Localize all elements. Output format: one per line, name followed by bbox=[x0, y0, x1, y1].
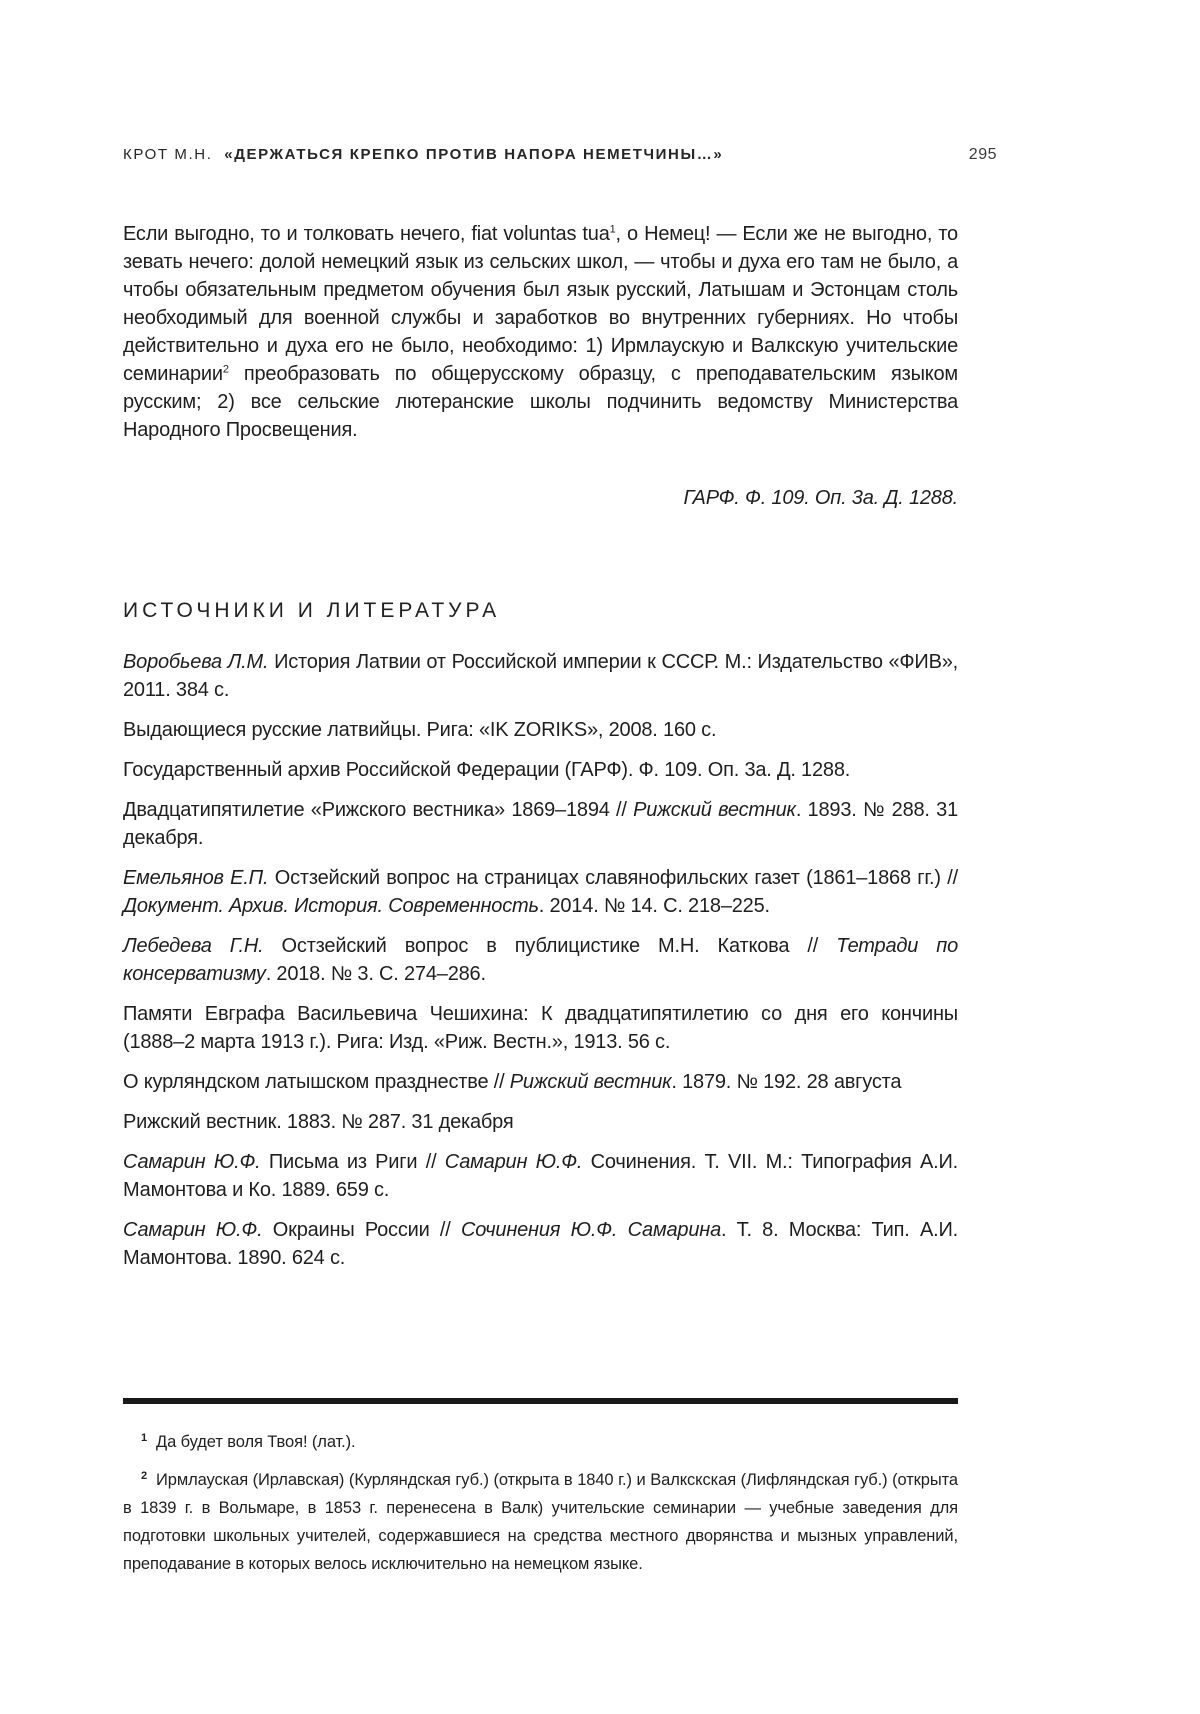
bibliography-entry: Самарин Ю.Ф. Окраины России // Сочинения Ю.Ф. Самарина. Т. 8. Москва: Тип. А.И. Мамонтова. 1890. 624 с. bbox=[123, 1219, 959, 1269]
footnote bbox=[123, 1466, 958, 1578]
bibliography-entry: Самарин Ю.Ф. Письма из Риги // Самарин Ю.Ф. Сочинения. Т. VII. М.: Типография А.И. Мамонтова и Ко. 1889. 659 с. bbox=[123, 1151, 958, 1201]
bibliography-entry: Воробьева Л.М. История Латвии от Российской империи к СССР. М.: Издательство «ФИВ», 2011. 384 с. bbox=[123, 651, 959, 701]
quote-paragraph: Если выгодно, то и толковать нечего, fiat voluntas tua$^1$, о Немец! — Если же не выгодно, то зевать нечего: долой немецкий язык из сельских школ, — чтобы и духа его там не было, а чтобы обязательным предметом обучения был язык русский, Латышам и Эстонцам столь необходимый для военной службы и заработков во внутренних губерниях. Но чтобы действительно и духа его не было, необходимо: 1) Ирмлаускую и Валкскую учительские семинарии$^2$ преобразовать по общерусскому образцу, с преподавательским языком русским; 2) все сельские лютеранские школы подчинить ведомству Министерства Народного Просвещения. bbox=[123, 223, 958, 441]
page-number: 295 bbox=[968, 146, 997, 163]
running-head bbox=[123, 146, 997, 164]
bibliography-entry: Памяти Евграфа Васильевича Чешихина: К двадцатипятилетию со дня его кончины (1888–2 марта 1913 г.). Рига: Изд. «Риж. Вестн.», 1913. 56 с. bbox=[123, 1003, 958, 1053]
bibliography-entry: Государственный архив Российской Федерации (ГАРФ). Ф. 109. Оп. 3а. Д. 1288. bbox=[123, 759, 851, 781]
bibliography-list bbox=[123, 648, 958, 1284]
running-head-author: КРОТ М.Н. bbox=[123, 146, 213, 163]
bibliography-entry: Выдающиеся русские латвийцы. Рига: «IK ZORIKS», 2008. 160 с. bbox=[123, 719, 717, 741]
section-heading: ИСТОЧНИКИ И ЛИТЕРАТУРА bbox=[123, 599, 501, 622]
archive-reference: ГАРФ. Ф. 109. Оп. 3а. Д. 1288. bbox=[683, 487, 958, 509]
bibliography-entry: Лебедева Г.Н. Остзейский вопрос в публицистике М.Н. Каткова // Тетради по консерватизму. 2018. № 3. С. 274–286. bbox=[123, 935, 958, 985]
footnote-separator-rule bbox=[123, 1398, 958, 1404]
running-head-left bbox=[123, 146, 723, 163]
bibliography-entry: О курляндском латышском празднестве // Рижский вестник. 1879. № 192. 28 августа bbox=[123, 1071, 902, 1093]
footnote bbox=[123, 1428, 958, 1456]
bibliography-entry: Емельянов Е.П. Остзейский вопрос на страницах славянофильских газет (1861–1868 гг.) // Документ. Архив. История. Современность. 2014. № 14. С. 218–225. bbox=[123, 867, 959, 917]
footnote-block bbox=[123, 1398, 958, 1588]
footnote-text: Да будет воля Твоя! (лат.). bbox=[156, 1433, 356, 1451]
running-head-title: «ДЕРЖАТЬСЯ КРЕПКО ПРОТИВ НАПОРА НЕМЕТЧИНЫ…» bbox=[224, 146, 724, 163]
footnote-number: 2 bbox=[141, 1469, 148, 1482]
footnote-number: 1 bbox=[141, 1431, 148, 1444]
bibliography-entry: Двадцатипятилетие «Рижского вестника» 1869–1894 // Рижский вестник. 1893. № 288. 31 декабря. bbox=[123, 799, 959, 849]
bibliography-entry: Рижский вестник. 1883. № 287. 31 декабря bbox=[123, 1111, 514, 1133]
footnote-text: Ирмлауская (Ирлавская) (Курляндская губ.) (открыта в 1840 г.) и Валкскская (Лифляндская губ.) (открыта в 1839 г. в Вольмаре, в 1853 г. перенесена в Валк) учительские семинарии — учебные заведения для подготовки школьных учителей, содержавшиеся на средства местного дворянства и мызных управлений, преподавание в которых велось исключительно на немецком языке. bbox=[123, 1471, 958, 1573]
